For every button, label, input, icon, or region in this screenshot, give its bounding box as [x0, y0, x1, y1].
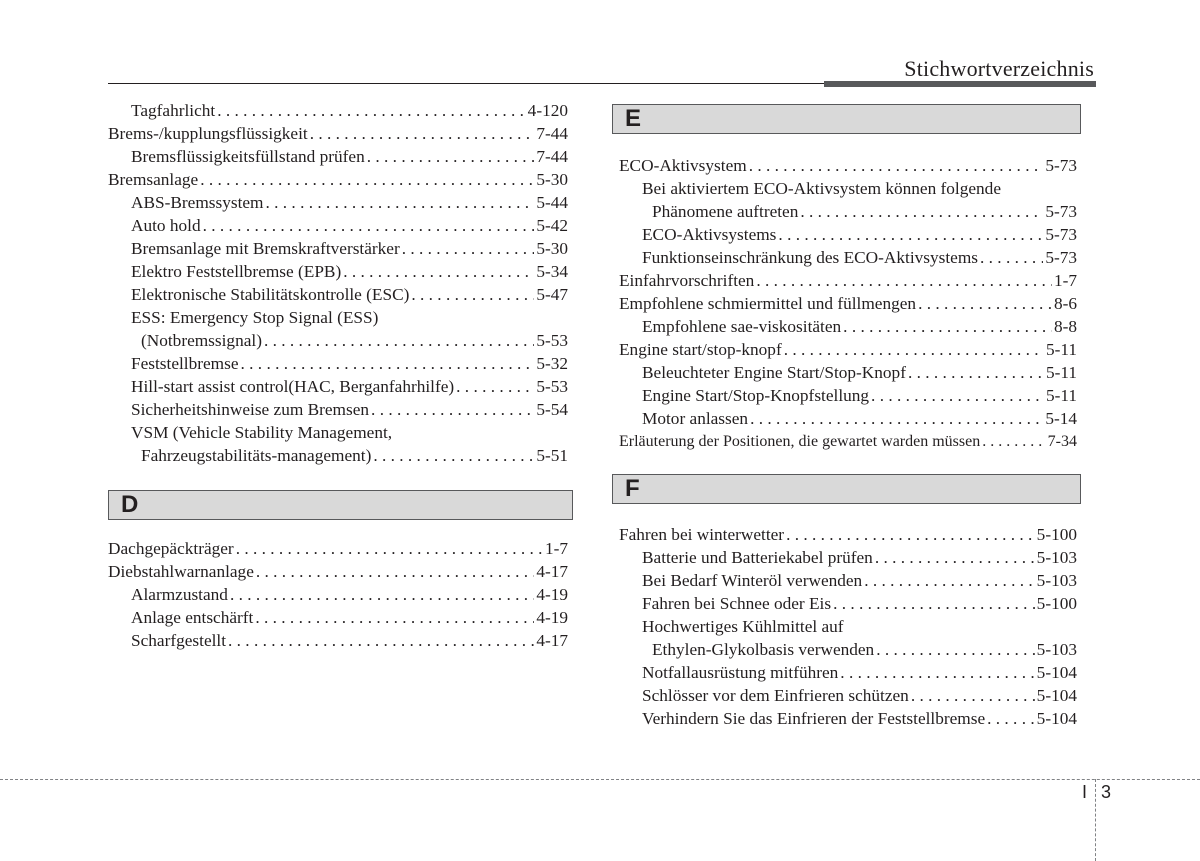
- index-entry: Fahren bei Schnee oder Eis . . . 5-100: [619, 592, 1077, 615]
- header-rule: [108, 83, 824, 84]
- index-entry: Hill-start assist control(HAC, Berganfahrhilfe) . . . 5-53: [108, 375, 568, 398]
- index-entry: ABS-Bremssystem . . . 5-44: [108, 191, 568, 214]
- page-number: 3: [1101, 782, 1112, 802]
- header-rule-accent: [824, 81, 1096, 87]
- index-entry: Ethylen-Glykolbasis verwenden . . . 5-103: [619, 638, 1077, 661]
- index-entry: Engine Start/Stop-Knopfstellung . . . 5-11: [619, 384, 1077, 407]
- index-column-right-f: [619, 523, 1077, 733]
- index-entry: Phänomene auftreten . . . 5-73: [619, 200, 1077, 223]
- index-entry: Bei aktiviertem ECO-Aktivsystem können folgende: [642, 179, 1001, 198]
- index-entry: Erläuterung der Positionen, die gewartet warden müssen . . . 7-34: [619, 430, 1077, 453]
- index-entry: Fahren bei winterwetter . . . 5-100: [619, 523, 1077, 546]
- chapter-label: I: [1082, 782, 1088, 802]
- footer-cut-line-vertical: [1095, 779, 1096, 861]
- index-entry: ESS: Emergency Stop Signal (ESS): [131, 308, 379, 327]
- index-entry: Alarmzustand . . . 4-19: [108, 583, 568, 606]
- index-entry: Elektro Feststellbremse (EPB) . . . 5-34: [108, 260, 568, 283]
- index-entry: Hochwertiges Kühlmittel auf: [642, 617, 844, 636]
- index-entry: Elektronische Stabilitätskontrolle (ESC) . . . 5-47: [108, 283, 568, 306]
- index-entry: Beleuchteter Engine Start/Stop-Knopf . . . 5-11: [619, 361, 1077, 384]
- index-entry: Einfahrvorschriften . . . 1-7: [619, 269, 1077, 292]
- index-column-right-e: [619, 154, 1077, 454]
- index-entry: Fahrzeugstabilitäts-management) . . . 5-51: [108, 444, 568, 467]
- index-entry: Bremsanlage . . . 5-30: [108, 168, 568, 191]
- index-entry: Diebstahlwarnanlage . . . 4-17: [108, 560, 568, 583]
- index-entry: Tagfahrlicht . . . 4-120: [108, 99, 568, 122]
- index-column-left: [108, 99, 568, 479]
- index-entry: Auto hold . . . 5-42: [108, 214, 568, 237]
- index-entry: Bei Bedarf Winteröl verwenden . . . 5-103: [619, 569, 1077, 592]
- footer-cut-line: [0, 779, 1200, 780]
- index-entry: (Notbremssignal) . . . 5-53: [108, 329, 568, 352]
- index-entry: Bremsanlage mit Bremskraftverstärker . . . 5-30: [108, 237, 568, 260]
- index-entry: Schlösser vor dem Einfrieren schützen . . . 5-104: [619, 684, 1077, 707]
- index-entry: Verhindern Sie das Einfrieren der Feststellbremse . . . 5-104: [619, 707, 1077, 730]
- section-header-e: E: [612, 104, 1081, 134]
- index-entry: Engine start/stop-knopf . . . 5-11: [619, 338, 1077, 361]
- page-header-title: Stichwortverzeichnis: [904, 56, 1094, 81]
- index-entry: Notfallausrüstung mitführen . . . 5-104: [619, 661, 1077, 684]
- index-entry: VSM (Vehicle Stability Management,: [131, 423, 393, 442]
- index-entry: Scharfgestellt . . . 4-17: [108, 629, 568, 652]
- index-entry: Feststellbremse . . . 5-32: [108, 352, 568, 375]
- index-entry: Funktionseinschränkung des ECO-Aktivsystems . . . 5-73: [619, 246, 1077, 269]
- index-entry: Brems-/kupplungsflüssigkeit . . . 7-44: [108, 122, 568, 145]
- section-header-d: D: [108, 490, 573, 520]
- index-column-left-d: [108, 537, 568, 657]
- index-entry: Empfohlene sae-viskositäten . . . 8-8: [619, 315, 1077, 338]
- index-entry: Batterie und Batteriekabel prüfen . . . 5-103: [619, 546, 1077, 569]
- index-entry: Bremsflüssigkeitsfüllstand prüfen . . . 7-44: [108, 145, 568, 168]
- index-entry: Anlage entschärft . . . 4-19: [108, 606, 568, 629]
- index-entry: Dachgepäckträger . . . 1-7: [108, 537, 568, 560]
- index-entry: Motor anlassen . . . 5-14: [619, 407, 1077, 430]
- section-header-f: F: [612, 474, 1081, 504]
- index-entry: ECO-Aktivsystem . . . 5-73: [619, 154, 1077, 177]
- index-entry: ECO-Aktivsystems . . . 5-73: [619, 223, 1077, 246]
- index-entry: Empfohlene schmiermittel und füllmengen . . . 8-6: [619, 292, 1077, 315]
- index-entry: Sicherheitshinweise zum Bremsen . . . 5-54: [108, 398, 568, 421]
